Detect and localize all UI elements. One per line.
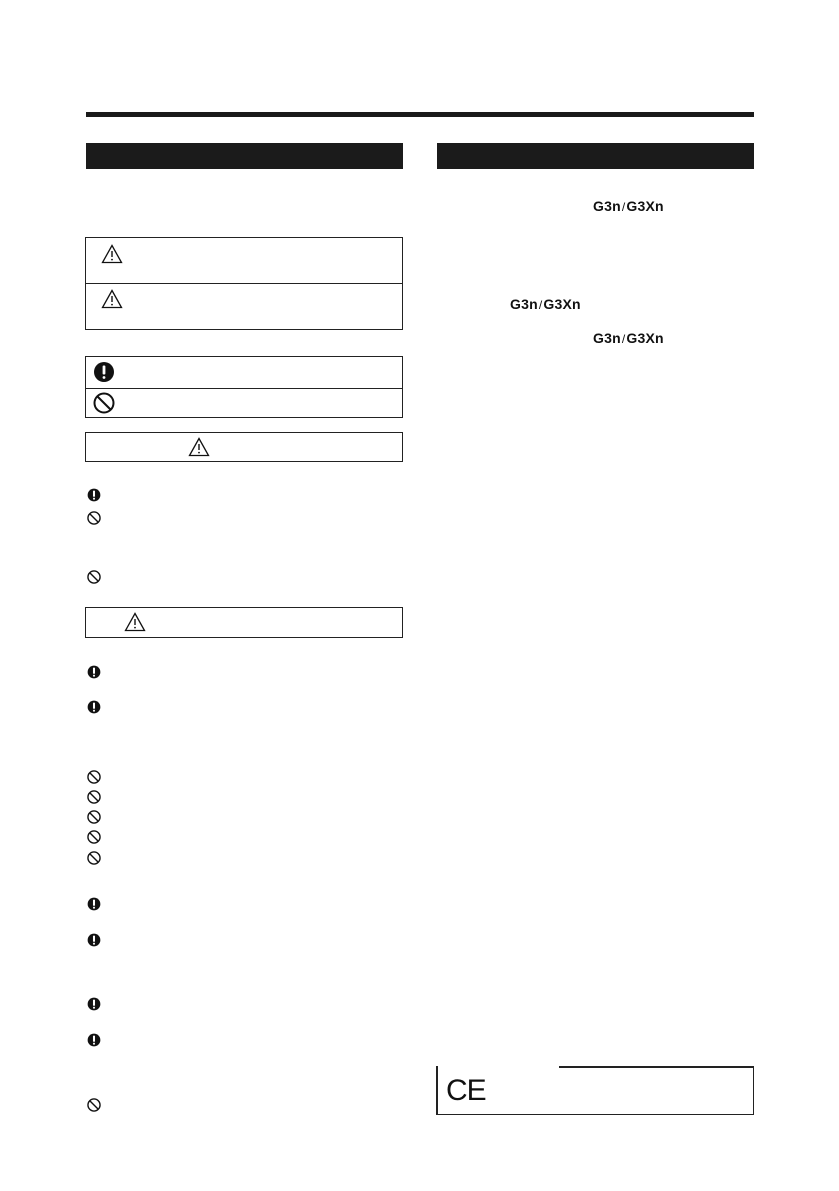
mandatory-exclamation-icon	[93, 361, 115, 383]
symbol-legend-box	[85, 356, 403, 418]
prohibited-circle-icon	[87, 770, 101, 784]
model-logo	[510, 296, 581, 312]
prohibited-circle-icon	[93, 392, 115, 414]
model-logo	[593, 330, 664, 346]
warning-triangle-icon	[123, 612, 147, 632]
model-separator: /	[621, 332, 626, 346]
model-logo	[593, 198, 664, 214]
ce-box-right-border	[753, 1066, 755, 1115]
caution-heading-box	[85, 607, 403, 638]
mandatory-exclamation-icon	[87, 665, 101, 679]
prohibited-circle-icon	[87, 790, 101, 804]
warning-triangle-icon	[101, 289, 123, 309]
mandatory-exclamation-icon	[87, 933, 101, 947]
ce-mark: CE	[446, 1074, 486, 1107]
ce-box-left-border	[436, 1066, 438, 1115]
warning-heading-box	[85, 432, 403, 462]
prohibited-circle-icon	[87, 511, 101, 525]
legend-divider	[86, 283, 402, 284]
model-separator: /	[621, 200, 626, 214]
mandatory-exclamation-icon	[87, 997, 101, 1011]
legend-divider	[86, 388, 402, 389]
model-name-a: G3n	[593, 330, 621, 346]
mandatory-exclamation-icon	[87, 1033, 101, 1047]
model-name-b: G3Xn	[543, 296, 581, 312]
left-section-header-bar	[86, 143, 403, 169]
prohibited-circle-icon	[87, 1098, 101, 1112]
hazard-legend-box	[85, 237, 403, 330]
warning-triangle-icon	[101, 244, 123, 264]
right-section-header-bar	[437, 143, 754, 169]
mandatory-exclamation-icon	[87, 488, 101, 502]
model-separator: /	[538, 298, 543, 312]
prohibited-circle-icon	[87, 830, 101, 844]
model-name-b: G3Xn	[626, 198, 664, 214]
model-name-a: G3n	[510, 296, 538, 312]
ce-box-top-border	[559, 1066, 754, 1068]
prohibited-circle-icon	[87, 810, 101, 824]
model-name-a: G3n	[593, 198, 621, 214]
top-rule	[86, 112, 754, 117]
ce-box-bottom-border	[436, 1114, 754, 1116]
prohibited-circle-icon	[87, 851, 101, 865]
ce-compliance-box	[436, 1066, 754, 1115]
model-name-b: G3Xn	[626, 330, 664, 346]
warning-triangle-icon	[187, 437, 211, 457]
mandatory-exclamation-icon	[87, 897, 101, 911]
prohibited-circle-icon	[87, 570, 101, 584]
mandatory-exclamation-icon	[87, 700, 101, 714]
